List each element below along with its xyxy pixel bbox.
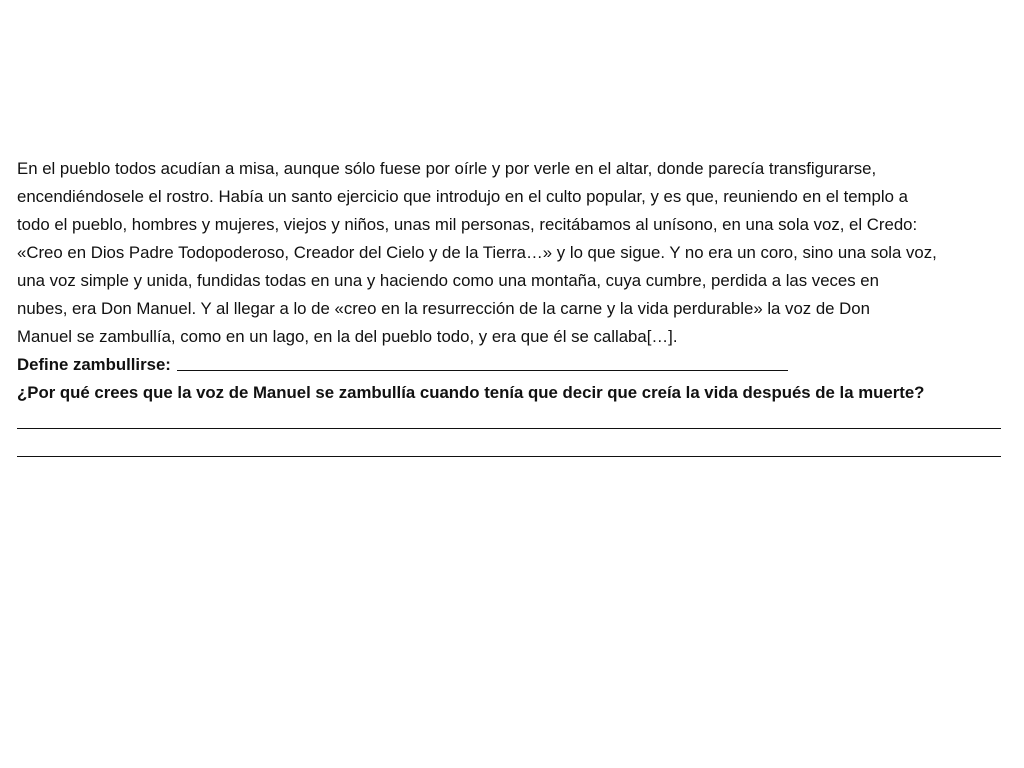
- passage-line: «Creo en Dios Padre Todopoderoso, Creador del Cielo y de la Tierra…» y lo que sigue. Y no era un coro, sino una sola voz,: [17, 243, 937, 262]
- passage-line: encendiéndosele el rostro. Había un santo ejercicio que introdujo en el culto popular, y es que, reuniendo en el templo a: [17, 187, 908, 206]
- passage-line: una voz simple y unida, fundidas todas en una y haciendo como una montaña, cuya cumbre, perdida a las veces en: [17, 271, 879, 290]
- reading-passage: [17, 155, 1009, 351]
- answer-line-2[interactable]: [17, 435, 1001, 463]
- question-text: ¿Por qué crees que la voz de Manuel se zambullía cuando tenía que decir que creía la vida después de la muerte?: [17, 383, 925, 402]
- define-answer-blank[interactable]: [177, 370, 788, 371]
- passage-line: todo el pueblo, hombres y mujeres, viejos y niños, unas mil personas, recitábamos al unísono, en una sola voz, el Credo:: [17, 215, 918, 234]
- define-label: Define zambullirse:: [17, 355, 171, 374]
- passage-line: En el pueblo todos acudían a misa, aunque sólo fuese por oírle y por verle en el altar, donde parecía transfigurarse,: [17, 159, 877, 178]
- worksheet-content: [17, 155, 1009, 463]
- passage-line: nubes, era Don Manuel. Y al llegar a lo de «creo en la resurrección de la carne y la vida perdurable» la voz de Don: [17, 299, 870, 318]
- answer-rule: [17, 456, 1001, 457]
- passage-line: Manuel se zambullía, como en un lago, en la del pueblo todo, y era que él se callaba[…].: [17, 327, 678, 346]
- define-question-row: [17, 351, 1009, 379]
- answer-rule: [17, 428, 1001, 429]
- answer-line-1[interactable]: [17, 407, 1001, 435]
